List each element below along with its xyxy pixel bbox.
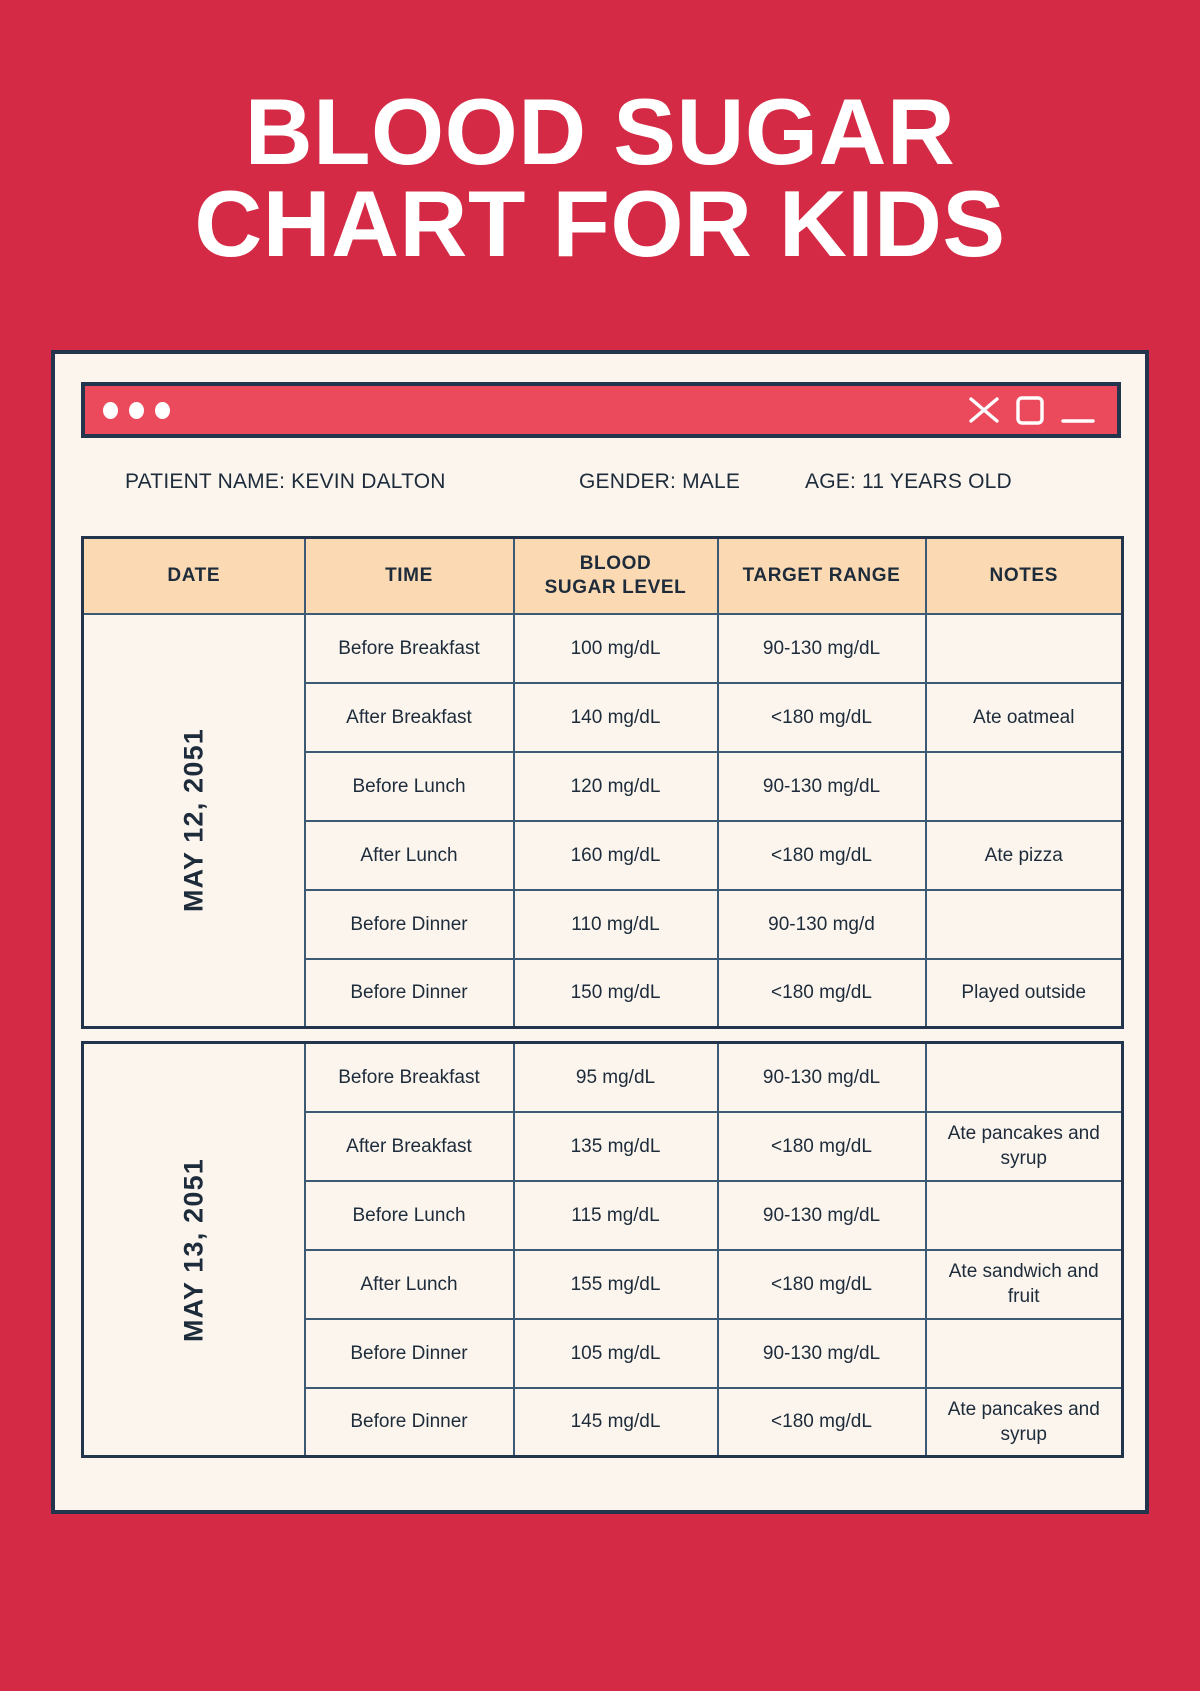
time-cell: After Lunch [305, 1250, 514, 1319]
blood-sugar-level-cell: 120 mg/dL [514, 752, 718, 821]
target-range-cell: 90-130 mg/d [718, 890, 926, 959]
table-body-group-2 [83, 1043, 1123, 1457]
page-title-line-1: BLOOD SUGAR [244, 79, 956, 184]
table-group-1-wrapper [81, 536, 1121, 1029]
blood-sugar-level-cell: 150 mg/dL [514, 959, 718, 1028]
blood-sugar-level-cell: 105 mg/dL [514, 1319, 718, 1388]
notes-cell [926, 1319, 1123, 1388]
target-range-cell: 90-130 mg/dL [718, 1181, 926, 1250]
column-header-level-line-2: SUGAR LEVEL [544, 576, 687, 598]
window-dot-icon-2 [129, 402, 144, 419]
target-range-cell: <180 mg/dL [718, 1388, 926, 1457]
notes-cell: Ate oatmeal [926, 683, 1123, 752]
time-cell: After Breakfast [305, 683, 514, 752]
patient-info-row [55, 470, 1153, 512]
notes-cell [926, 1043, 1123, 1112]
time-cell: Before Breakfast [305, 1043, 514, 1112]
page-title [0, 0, 1200, 276]
table-header [83, 538, 1123, 614]
table-row [83, 1043, 1123, 1112]
target-range-cell: <180 mg/dL [718, 959, 926, 1028]
time-cell: Before Lunch [305, 752, 514, 821]
blood-sugar-table-1 [81, 536, 1124, 1029]
blood-sugar-level-cell: 135 mg/dL [514, 1112, 718, 1181]
date-label: MAY 12, 2051 [178, 728, 209, 913]
maximize-icon[interactable] [1015, 393, 1045, 427]
target-range-cell: <180 mg/dL [718, 821, 926, 890]
blood-sugar-level-cell: 160 mg/dL [514, 821, 718, 890]
chart-card [51, 350, 1149, 1514]
column-header-level-line-1: BLOOD [579, 552, 652, 574]
time-cell: After Lunch [305, 821, 514, 890]
time-cell: Before Dinner [305, 1388, 514, 1457]
column-header-time: TIME [305, 538, 514, 614]
minimize-icon[interactable] [1059, 393, 1097, 427]
notes-cell: Played outside [926, 959, 1123, 1028]
page-title-line-2: CHART FOR KIDS [194, 171, 1006, 276]
date-cell [83, 614, 305, 1028]
column-header-blood-sugar-level [514, 538, 718, 614]
blood-sugar-level-cell: 100 mg/dL [514, 614, 718, 683]
target-range-cell: <180 mg/dL [718, 1250, 926, 1319]
notes-cell [926, 1181, 1123, 1250]
date-label: MAY 13, 2051 [178, 1157, 209, 1342]
blood-sugar-level-cell: 155 mg/dL [514, 1250, 718, 1319]
time-cell: Before Breakfast [305, 614, 514, 683]
target-range-cell: 90-130 mg/dL [718, 1319, 926, 1388]
patient-age-label: AGE: 11 YEARS OLD [805, 470, 1012, 493]
blood-sugar-level-cell: 95 mg/dL [514, 1043, 718, 1112]
notes-cell [926, 752, 1123, 821]
close-icon[interactable] [967, 393, 1001, 427]
patient-name-label: PATIENT NAME: KEVIN DALTON [125, 470, 446, 493]
table-group-2-wrapper [81, 1041, 1121, 1458]
notes-cell [926, 890, 1123, 959]
table-row [83, 614, 1123, 683]
date-cell [83, 1043, 305, 1457]
column-header-date: DATE [83, 538, 305, 614]
target-range-cell: <180 mg/dL [718, 683, 926, 752]
time-cell: Before Dinner [305, 1319, 514, 1388]
notes-cell [926, 614, 1123, 683]
table-header-row [83, 538, 1123, 614]
notes-cell: Ate pancakes and syrup [926, 1112, 1123, 1181]
target-range-cell: 90-130 mg/dL [718, 752, 926, 821]
notes-cell: Ate pizza [926, 821, 1123, 890]
time-cell: Before Lunch [305, 1181, 514, 1250]
target-range-cell: 90-130 mg/dL [718, 614, 926, 683]
notes-cell: Ate pancakes and syrup [926, 1388, 1123, 1457]
blood-sugar-level-cell: 140 mg/dL [514, 683, 718, 752]
window-controls-group [967, 393, 1101, 427]
window-dot-icon-1 [103, 402, 118, 419]
window-dot-icon-3 [155, 402, 170, 419]
time-cell: Before Dinner [305, 890, 514, 959]
target-range-cell: 90-130 mg/dL [718, 1043, 926, 1112]
time-cell: Before Dinner [305, 959, 514, 1028]
column-header-target-range: TARGET RANGE [718, 538, 926, 614]
notes-cell: Ate sandwich and fruit [926, 1250, 1123, 1319]
target-range-cell: <180 mg/dL [718, 1112, 926, 1181]
blood-sugar-level-cell: 145 mg/dL [514, 1388, 718, 1457]
blood-sugar-level-cell: 115 mg/dL [514, 1181, 718, 1250]
patient-gender-label: GENDER: MALE [579, 470, 741, 493]
blood-sugar-table-2 [81, 1041, 1124, 1458]
blood-sugar-level-cell: 110 mg/dL [514, 890, 718, 959]
column-header-notes: NOTES [926, 538, 1123, 614]
time-cell: After Breakfast [305, 1112, 514, 1181]
table-body-group-1 [83, 614, 1123, 1028]
window-dots-group [103, 402, 170, 419]
window-title-bar [81, 382, 1121, 438]
